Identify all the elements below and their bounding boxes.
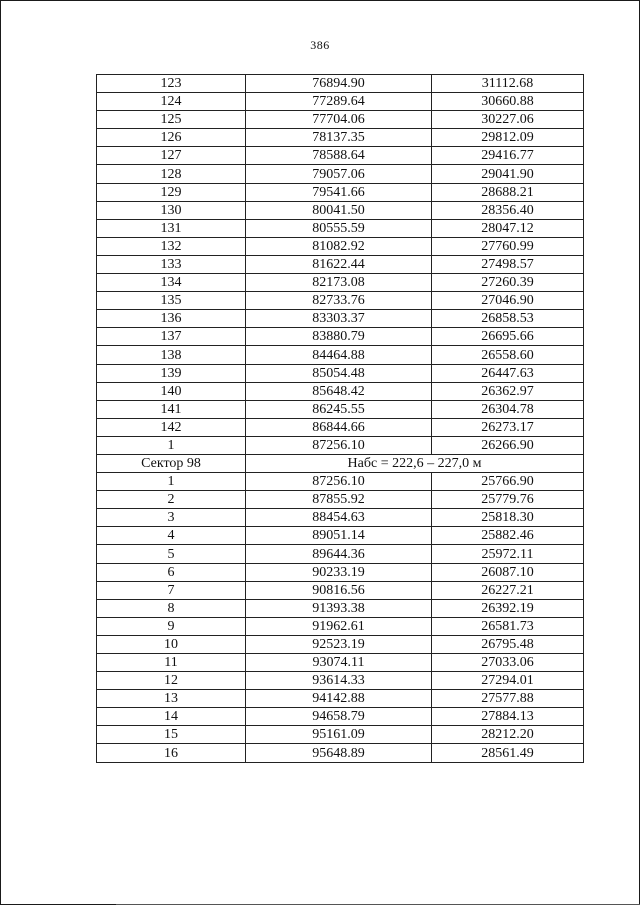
x-coordinate-cell: 89051.14 bbox=[246, 527, 432, 545]
y-coordinate-cell: 27760.99 bbox=[432, 237, 584, 255]
y-coordinate-cell: 25779.76 bbox=[432, 491, 584, 509]
x-coordinate-cell: 80555.59 bbox=[246, 219, 432, 237]
y-coordinate-cell: 30660.88 bbox=[432, 93, 584, 111]
y-coordinate-cell: 25818.30 bbox=[432, 509, 584, 527]
table-row bbox=[97, 654, 584, 672]
y-coordinate-cell: 26392.19 bbox=[432, 599, 584, 617]
point-number-cell: 123 bbox=[97, 75, 246, 93]
table-row bbox=[97, 346, 584, 364]
table-row bbox=[97, 545, 584, 563]
y-coordinate-cell: 26795.48 bbox=[432, 635, 584, 653]
y-coordinate-cell: 27294.01 bbox=[432, 672, 584, 690]
table-row bbox=[97, 111, 584, 129]
point-number-cell: 127 bbox=[97, 147, 246, 165]
table-row bbox=[97, 93, 584, 111]
table-row bbox=[97, 436, 584, 454]
point-number-cell: 10 bbox=[97, 635, 246, 653]
y-coordinate-cell: 28356.40 bbox=[432, 201, 584, 219]
x-coordinate-cell: 78588.64 bbox=[246, 147, 432, 165]
table-body-after bbox=[97, 473, 584, 763]
x-coordinate-cell: 79057.06 bbox=[246, 165, 432, 183]
table-row bbox=[97, 617, 584, 635]
x-coordinate-cell: 95648.89 bbox=[246, 744, 432, 762]
y-coordinate-cell: 26087.10 bbox=[432, 563, 584, 581]
page-number: 386 bbox=[310, 38, 330, 52]
point-number-cell: 142 bbox=[97, 418, 246, 436]
x-coordinate-cell: 77704.06 bbox=[246, 111, 432, 129]
sector-header-row bbox=[97, 454, 584, 472]
point-number-cell: 14 bbox=[97, 708, 246, 726]
x-coordinate-cell: 94142.88 bbox=[246, 690, 432, 708]
y-coordinate-cell: 26266.90 bbox=[432, 436, 584, 454]
table-row bbox=[97, 310, 584, 328]
table-row bbox=[97, 635, 584, 653]
x-coordinate-cell: 93074.11 bbox=[246, 654, 432, 672]
point-number-cell: 16 bbox=[97, 744, 246, 762]
point-number-cell: 132 bbox=[97, 237, 246, 255]
point-number-cell: 133 bbox=[97, 255, 246, 273]
y-coordinate-cell: 27884.13 bbox=[432, 708, 584, 726]
y-coordinate-cell: 26273.17 bbox=[432, 418, 584, 436]
x-coordinate-cell: 85054.48 bbox=[246, 364, 432, 382]
point-number-cell: 13 bbox=[97, 690, 246, 708]
y-coordinate-cell: 29416.77 bbox=[432, 147, 584, 165]
x-coordinate-cell: 82173.08 bbox=[246, 274, 432, 292]
y-coordinate-cell: 31112.68 bbox=[432, 75, 584, 93]
point-number-cell: 134 bbox=[97, 274, 246, 292]
sector-label: Сектор 98 bbox=[97, 454, 246, 472]
table-row bbox=[97, 255, 584, 273]
y-coordinate-cell: 28047.12 bbox=[432, 219, 584, 237]
x-coordinate-cell: 86245.55 bbox=[246, 400, 432, 418]
x-coordinate-cell: 87256.10 bbox=[246, 436, 432, 454]
y-coordinate-cell: 27046.90 bbox=[432, 292, 584, 310]
y-coordinate-cell: 26558.60 bbox=[432, 346, 584, 364]
table-row bbox=[97, 744, 584, 762]
point-number-cell: 1 bbox=[97, 436, 246, 454]
sector-height-range: Набс = 222,6 – 227,0 м bbox=[246, 454, 584, 472]
x-coordinate-cell: 76894.90 bbox=[246, 75, 432, 93]
point-number-cell: 140 bbox=[97, 382, 246, 400]
table-row bbox=[97, 165, 584, 183]
table-row bbox=[97, 382, 584, 400]
table-row bbox=[97, 672, 584, 690]
y-coordinate-cell: 26447.63 bbox=[432, 364, 584, 382]
x-coordinate-cell: 86844.66 bbox=[246, 418, 432, 436]
x-coordinate-cell: 90233.19 bbox=[246, 563, 432, 581]
x-coordinate-cell: 87855.92 bbox=[246, 491, 432, 509]
table-row bbox=[97, 418, 584, 436]
table-row bbox=[97, 599, 584, 617]
point-number-cell: 125 bbox=[97, 111, 246, 129]
y-coordinate-cell: 25972.11 bbox=[432, 545, 584, 563]
x-coordinate-cell: 93614.33 bbox=[246, 672, 432, 690]
x-coordinate-cell: 89644.36 bbox=[246, 545, 432, 563]
table-row bbox=[97, 708, 584, 726]
y-coordinate-cell: 26227.21 bbox=[432, 581, 584, 599]
table-body-sector bbox=[97, 454, 584, 472]
table-row bbox=[97, 274, 584, 292]
x-coordinate-cell: 90816.56 bbox=[246, 581, 432, 599]
point-number-cell: 2 bbox=[97, 491, 246, 509]
x-coordinate-cell: 78137.35 bbox=[246, 129, 432, 147]
point-number-cell: 11 bbox=[97, 654, 246, 672]
point-number-cell: 8 bbox=[97, 599, 246, 617]
point-number-cell: 7 bbox=[97, 581, 246, 599]
table-row bbox=[97, 400, 584, 418]
y-coordinate-cell: 27577.88 bbox=[432, 690, 584, 708]
x-coordinate-cell: 92523.19 bbox=[246, 635, 432, 653]
table-row bbox=[97, 292, 584, 310]
x-coordinate-cell: 95161.09 bbox=[246, 726, 432, 744]
table-row bbox=[97, 237, 584, 255]
x-coordinate-cell: 79541.66 bbox=[246, 183, 432, 201]
x-coordinate-cell: 84464.88 bbox=[246, 346, 432, 364]
point-number-cell: 1 bbox=[97, 473, 246, 491]
table-row bbox=[97, 527, 584, 545]
point-number-cell: 131 bbox=[97, 219, 246, 237]
point-number-cell: 124 bbox=[97, 93, 246, 111]
y-coordinate-cell: 28212.20 bbox=[432, 726, 584, 744]
y-coordinate-cell: 26695.66 bbox=[432, 328, 584, 346]
point-number-cell: 138 bbox=[97, 346, 246, 364]
y-coordinate-cell: 26858.53 bbox=[432, 310, 584, 328]
x-coordinate-cell: 81622.44 bbox=[246, 255, 432, 273]
x-coordinate-cell: 82733.76 bbox=[246, 292, 432, 310]
point-number-cell: 137 bbox=[97, 328, 246, 346]
table-row bbox=[97, 491, 584, 509]
point-number-cell: 15 bbox=[97, 726, 246, 744]
table-row bbox=[97, 726, 584, 744]
point-number-cell: 4 bbox=[97, 527, 246, 545]
x-coordinate-cell: 77289.64 bbox=[246, 93, 432, 111]
table-row bbox=[97, 183, 584, 201]
x-coordinate-cell: 91393.38 bbox=[246, 599, 432, 617]
table-row bbox=[97, 147, 584, 165]
point-number-cell: 5 bbox=[97, 545, 246, 563]
y-coordinate-cell: 28688.21 bbox=[432, 183, 584, 201]
point-number-cell: 136 bbox=[97, 310, 246, 328]
y-coordinate-cell: 25766.90 bbox=[432, 473, 584, 491]
point-number-cell: 9 bbox=[97, 617, 246, 635]
y-coordinate-cell: 30227.06 bbox=[432, 111, 584, 129]
table-row bbox=[97, 473, 584, 491]
y-coordinate-cell: 26362.97 bbox=[432, 382, 584, 400]
y-coordinate-cell: 26304.78 bbox=[432, 400, 584, 418]
point-number-cell: 139 bbox=[97, 364, 246, 382]
table-row bbox=[97, 219, 584, 237]
point-number-cell: 135 bbox=[97, 292, 246, 310]
point-number-cell: 141 bbox=[97, 400, 246, 418]
table-row bbox=[97, 201, 584, 219]
y-coordinate-cell: 28561.49 bbox=[432, 744, 584, 762]
table-row bbox=[97, 364, 584, 382]
y-coordinate-cell: 29041.90 bbox=[432, 165, 584, 183]
table-row bbox=[97, 563, 584, 581]
y-coordinate-cell: 29812.09 bbox=[432, 129, 584, 147]
point-number-cell: 12 bbox=[97, 672, 246, 690]
table-row bbox=[97, 328, 584, 346]
x-coordinate-cell: 83303.37 bbox=[246, 310, 432, 328]
point-number-cell: 130 bbox=[97, 201, 246, 219]
y-coordinate-cell: 27498.57 bbox=[432, 255, 584, 273]
table-row bbox=[97, 75, 584, 93]
x-coordinate-cell: 81082.92 bbox=[246, 237, 432, 255]
table-body-before bbox=[97, 75, 584, 455]
x-coordinate-cell: 80041.50 bbox=[246, 201, 432, 219]
x-coordinate-cell: 85648.42 bbox=[246, 382, 432, 400]
point-number-cell: 3 bbox=[97, 509, 246, 527]
point-number-cell: 129 bbox=[97, 183, 246, 201]
table-row bbox=[97, 690, 584, 708]
y-coordinate-cell: 26581.73 bbox=[432, 617, 584, 635]
point-number-cell: 128 bbox=[97, 165, 246, 183]
y-coordinate-cell: 27260.39 bbox=[432, 274, 584, 292]
point-number-cell: 6 bbox=[97, 563, 246, 581]
table-row bbox=[97, 509, 584, 527]
x-coordinate-cell: 94658.79 bbox=[246, 708, 432, 726]
table-row bbox=[97, 581, 584, 599]
point-number-cell: 126 bbox=[97, 129, 246, 147]
x-coordinate-cell: 88454.63 bbox=[246, 509, 432, 527]
x-coordinate-cell: 83880.79 bbox=[246, 328, 432, 346]
y-coordinate-cell: 27033.06 bbox=[432, 654, 584, 672]
x-coordinate-cell: 91962.61 bbox=[246, 617, 432, 635]
x-coordinate-cell: 87256.10 bbox=[246, 473, 432, 491]
coordinates-table bbox=[96, 74, 584, 763]
table-row bbox=[97, 129, 584, 147]
y-coordinate-cell: 25882.46 bbox=[432, 527, 584, 545]
